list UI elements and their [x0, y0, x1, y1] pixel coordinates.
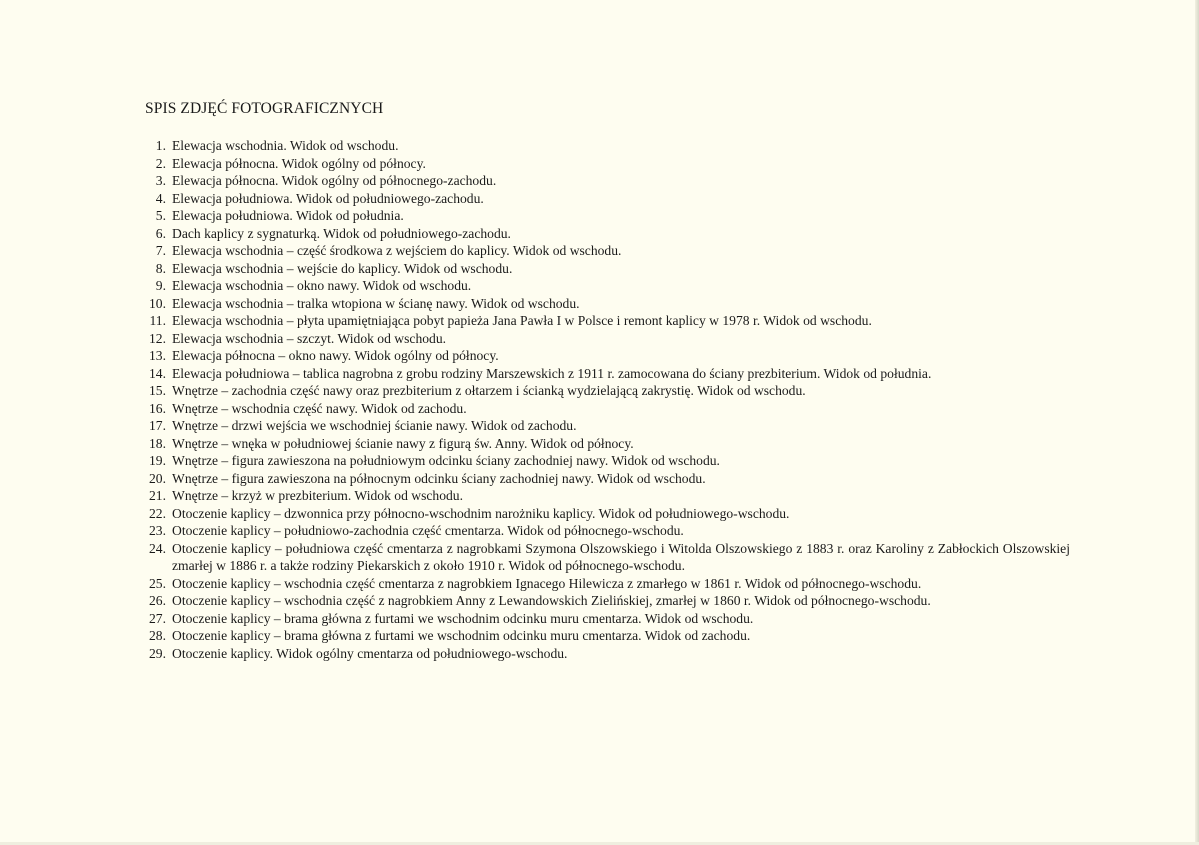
item-number: 25.	[149, 575, 166, 591]
list-item	[140, 277, 1070, 295]
list-item	[140, 610, 1070, 628]
item-text: Elewacja wschodnia – płyta upamiętniająca pobyt papieża Jana Pawła I w Polsce i remont kaplicy w 1978 r. Widok od wschodu.	[172, 313, 872, 328]
item-number: 23.	[149, 523, 166, 538]
list-item	[140, 172, 1070, 190]
list-item	[140, 592, 1070, 610]
item-text: Elewacja wschodnia – szczyt. Widok od wschodu.	[172, 330, 447, 346]
item-text: Elewacja północna. Widok ogólny od północnego-zachodu.	[172, 173, 497, 188]
list-item	[140, 487, 1070, 505]
list-item	[140, 190, 1070, 208]
list-item	[140, 505, 1070, 523]
item-number: 4.	[155, 190, 166, 206]
item-number: 6.	[155, 225, 166, 241]
list-item	[140, 365, 1070, 383]
item-text: Wnętrze – drzwi wejścia we wschodniej ścianie nawy. Widok od zachodu.	[172, 418, 577, 433]
item-text: Wnętrze – zachodnia część nawy oraz prezbiterium z ołtarzem i ścianką wydzielającą zakrystię. Widok od wschodu.	[172, 383, 806, 398]
list-item	[140, 207, 1070, 225]
item-text: Wnętrze – figura zawieszona na północnym odcinku ściany zachodniej nawy. Widok od wschodu.	[172, 470, 706, 486]
item-text: Elewacja wschodnia – część środkowa z wejściem do kaplicy. Widok od wschodu.	[172, 243, 622, 258]
item-number: 14.	[149, 365, 166, 381]
item-number: 5.	[155, 208, 166, 223]
item-text: Otoczenie kaplicy – dzwonnica przy północno-wschodnim narożniku kaplicy. Widok od południowego-wschodu.	[172, 505, 790, 521]
item-text: Otoczenie kaplicy – wschodnia część z nagrobkiem Anny z Lewandowskich Zielińskiej, zmarłej w 1860 r. Widok od północnego-wschodu.	[172, 593, 931, 608]
item-text: Elewacja południowa. Widok od południa.	[172, 208, 404, 223]
item-text: Wnętrze – wschodnia część nawy. Widok od zachodu.	[172, 400, 467, 416]
list-item	[140, 312, 1070, 330]
item-text: Otoczenie kaplicy – brama główna z furtami we wschodnim odcinku muru cmentarza. Widok od wschodu.	[172, 610, 754, 626]
item-text: Otoczenie kaplicy – brama główna z furtami we wschodnim odcinku muru cmentarza. Widok od zachodu.	[172, 628, 751, 643]
item-number: 24.	[149, 540, 166, 556]
item-text: Elewacja wschodnia. Widok od wschodu.	[172, 138, 399, 153]
list-item	[140, 137, 1070, 155]
list-item	[140, 417, 1070, 435]
list-item	[140, 225, 1070, 243]
item-number: 11.	[149, 313, 166, 328]
page-edge-right	[1195, 0, 1199, 845]
item-text: Elewacja wschodnia – tralka wtopiona w ścianę nawy. Widok od wschodu.	[172, 295, 580, 311]
item-text: Wnętrze – krzyż w prezbiterium. Widok od wschodu.	[172, 488, 463, 503]
item-text: Elewacja wschodnia – wejście do kaplicy. Widok od wschodu.	[172, 260, 513, 276]
item-text: Dach kaplicy z sygnaturką. Widok od południowego-zachodu.	[172, 225, 511, 241]
list-item	[140, 260, 1070, 278]
item-number: 10.	[149, 295, 166, 311]
photo-list	[140, 137, 1070, 662]
item-number: 3.	[155, 173, 166, 188]
list-item	[140, 645, 1070, 663]
item-text: Elewacja wschodnia – okno nawy. Widok od wschodu.	[172, 278, 472, 293]
list-item	[140, 347, 1070, 365]
list-item	[140, 382, 1070, 400]
list-item	[140, 295, 1070, 313]
item-number: 19.	[149, 453, 166, 468]
item-number: 18.	[149, 435, 166, 451]
item-number: 20.	[149, 470, 166, 486]
item-text: Elewacja północna – okno nawy. Widok ogólny od północy.	[172, 348, 499, 363]
item-text: Otoczenie kaplicy – południowo-zachodnia część cmentarza. Widok od północnego-wschodu.	[172, 523, 684, 538]
item-text: Elewacja południowa. Widok od południowego-zachodu.	[172, 190, 484, 206]
item-number: 29.	[149, 645, 166, 661]
list-item	[140, 155, 1070, 173]
item-text: Wnętrze – wnęka w południowej ścianie nawy z figurą św. Anny. Widok od północy.	[172, 435, 634, 451]
item-number: 28.	[149, 628, 166, 643]
item-number: 12.	[149, 330, 166, 346]
list-item	[140, 242, 1070, 260]
item-number: 1.	[155, 138, 166, 153]
list-item	[140, 575, 1070, 593]
item-number: 26.	[149, 593, 166, 608]
list-item	[140, 400, 1070, 418]
list-item	[140, 470, 1070, 488]
item-number: 17.	[149, 418, 166, 433]
item-text: Elewacja północna. Widok ogólny od północy.	[172, 155, 426, 171]
item-text: Wnętrze – figura zawieszona na południowym odcinku ściany zachodniej nawy. Widok od wschodu.	[172, 453, 720, 468]
item-text: Elewacja południowa – tablica nagrobna z grobu rodziny Marszewskich z 1911 r. zamocowana do ściany prezbiterium. Widok od południa.	[172, 365, 932, 381]
item-text: Otoczenie kaplicy. Widok ogólny cmentarza od południowego-wschodu.	[172, 645, 568, 661]
list-item	[140, 330, 1070, 348]
item-text: Otoczenie kaplicy – południowa część cmentarza z nagrobkami Szymona Olszowskiego i Witolda Olszowskiego z 1883 r. oraz Karoliny z Zabłockich Olszowskiej zmarłej w 1886 r. a także rodziny Piekarskich z około 1910 r. Widok od północnego-wschodu.	[172, 540, 1070, 573]
item-number: 7.	[155, 243, 166, 258]
item-number: 8.	[155, 260, 166, 276]
item-text: Otoczenie kaplicy – wschodnia część cmentarza z nagrobkiem Ignacego Hilewicza z zmarłego w 1861 r. Widok od północnego-wschodu.	[172, 575, 922, 591]
list-item	[140, 452, 1070, 470]
list-item	[140, 435, 1070, 453]
list-item	[140, 522, 1070, 540]
item-number: 15.	[149, 383, 166, 398]
list-item	[140, 627, 1070, 645]
item-number: 27.	[149, 610, 166, 626]
page-title: SPIS ZDJĘĆ FOTOGRAFICZNYCH	[145, 100, 384, 117]
item-number: 22.	[149, 505, 166, 521]
list-item	[140, 540, 1070, 575]
item-number: 9.	[155, 278, 166, 293]
item-number: 13.	[149, 348, 166, 363]
item-number: 21.	[149, 488, 166, 503]
item-number: 2.	[155, 155, 166, 171]
item-number: 16.	[149, 400, 166, 416]
